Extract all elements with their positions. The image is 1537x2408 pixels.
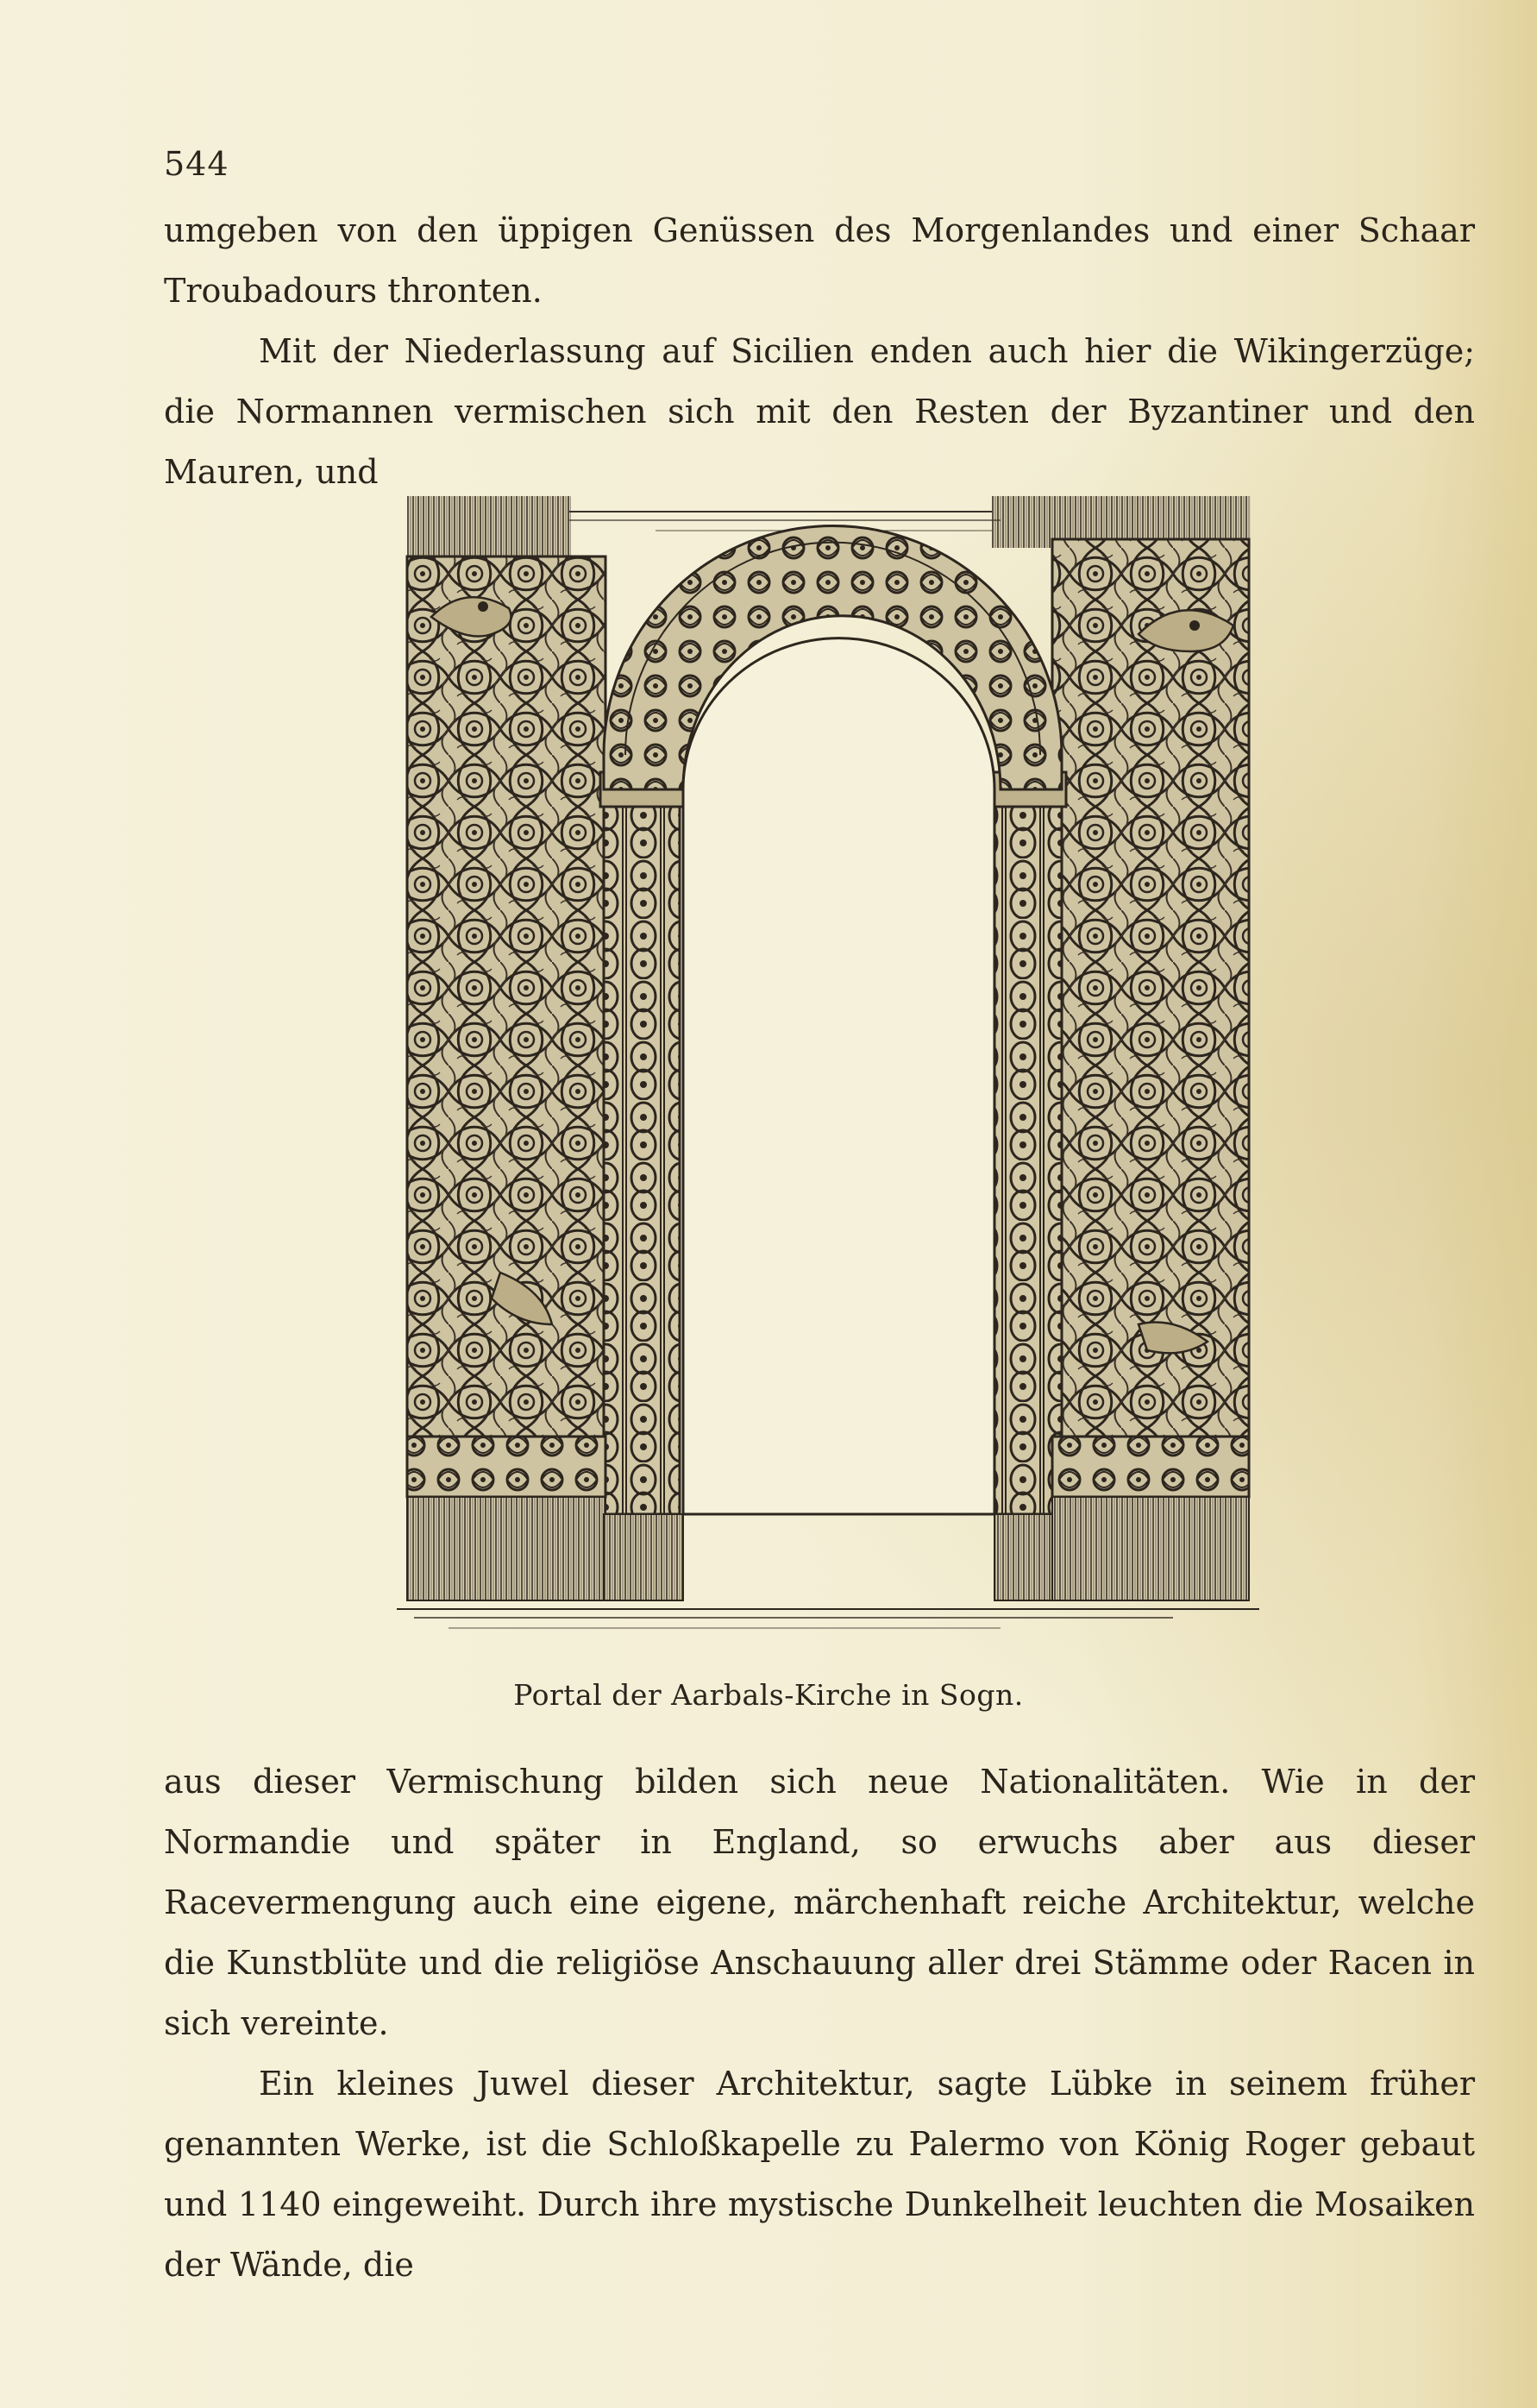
paragraph: Ein kleines Juwel dieser Architektur, sagte Lübke in seinem früher genannten Werke, ist die Schloßkapelle zu Palermo von König Roger gebaut und 1140 eingeweiht. Durch ihre mystische Dunkelheit leuchten die Mosaiken der Wände, die: [164, 2065, 1475, 2284]
paragraph: aus dieser Vermischung bilden sich neue Nationalitäten. Wie in der Normandie und später in England, so erwuchs aber aus dieser Racevermengung auch eine eigene, märchenhaft reiche Architektur, welche die Kunstblüte und die religiöse Anschauung aller drei Stämme oder Racen in sich vereinte.: [164, 1763, 1475, 2042]
text-block-top: [164, 200, 1475, 502]
paragraph: umgeben von den üppigen Genüssen des Morgenlandes und einer Schaar Troubadours thronten.: [164, 211, 1475, 310]
page-number: 544: [164, 145, 229, 183]
portal-illustration: [397, 496, 1259, 1669]
text-block-bottom: [164, 1751, 1475, 2295]
paragraph: Mit der Niederlassung auf Sicilien enden auch hier die Wikingerzüge; die Normannen vermischen sich mit den Resten der Byzantiner und den Mauren, und: [164, 332, 1475, 491]
figure-caption: Portal der Aarbals-Kirche in Sogn.: [513, 1678, 1024, 1712]
